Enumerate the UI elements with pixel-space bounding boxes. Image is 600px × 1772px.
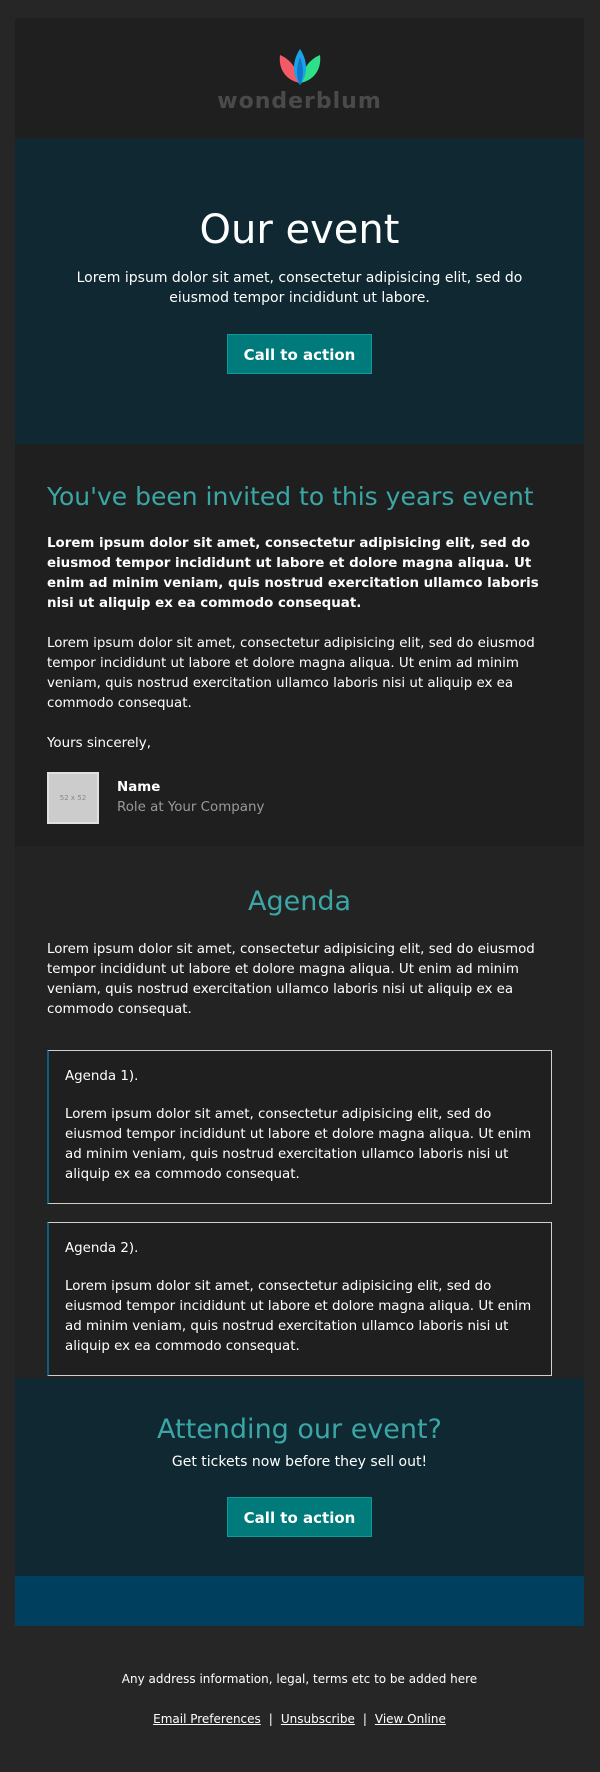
signature <box>47 772 552 824</box>
email-footer <box>15 1626 584 1728</box>
attend-cta-button[interactable]: Call to action <box>227 1497 373 1537</box>
attend-text: Get tickets now before they sell out! <box>171 1454 428 1470</box>
hero-title: Our event <box>199 207 400 253</box>
invite-bold-text: Lorem ipsum dolor sit amet, consectetur adipisicing elit, sed do eiusmod tempor incididunt ut labore et dolore magna aliqua. Ut enim ad minim veniam, quis nostrud exercitation ullamco laboris nisi ut aliquip ex ea commodo consequat. <box>47 536 539 611</box>
color-band <box>15 1576 584 1626</box>
agenda-item-text: Lorem ipsum dolor sit amet, consectetur adipisicing elit, sed do eiusmod tempor incididunt ut labore et dolore magna aliqua. Ut enim ad minim veniam, quis nostrud exercitation ullamco laboris nisi ut aliquip ex ea commodo consequat. <box>65 1107 532 1182</box>
avatar: 52 x 52 <box>47 772 99 824</box>
unsubscribe-link[interactable]: Unsubscribe <box>280 1712 355 1726</box>
signature-text <box>117 778 264 818</box>
email-preferences-link[interactable]: Email Preferences <box>153 1712 261 1726</box>
signature-role: Role at Your Company <box>117 800 265 815</box>
attend-section <box>15 1378 584 1576</box>
agenda-item <box>47 1050 552 1204</box>
agenda-item <box>47 1222 552 1376</box>
lotus-icon <box>274 49 326 87</box>
footer-links <box>15 1710 584 1728</box>
hero-section <box>15 138 584 444</box>
footer-separator: | <box>362 1712 367 1726</box>
hero-text: Lorem ipsum dolor sit amet, consectetur adipisicing elit, sed do eiusmod tempor incididunt ut labore. <box>76 270 523 306</box>
agenda-item-text: Lorem ipsum dolor sit amet, consectetur adipisicing elit, sed do eiusmod tempor incididunt ut labore et dolore magna aliqua. Ut enim ad minim veniam, quis nostrud exercitation ullamco laboris nisi ut aliquip ex ea commodo consequat. <box>65 1279 532 1354</box>
email-header <box>15 18 584 138</box>
agenda-item-title: Agenda 1). <box>65 1069 139 1084</box>
invite-text: Lorem ipsum dolor sit amet, consectetur adipisicing elit, sed do eiusmod tempor incididunt ut labore et dolore magna aliqua. Ut enim ad minim veniam, quis nostrud exercitation ullamco laboris nisi ut aliquip ex ea commodo consequat. <box>47 636 535 711</box>
invite-title: You've been invited to this years event <box>47 482 534 511</box>
signature-name: Name <box>117 780 161 795</box>
footer-separator: | <box>268 1712 273 1726</box>
footer-address: Any address information, legal, terms etc to be added here <box>121 1672 478 1686</box>
invite-section <box>15 444 584 846</box>
invite-closing: Yours sincerely, <box>47 736 151 751</box>
email-container <box>15 18 584 1728</box>
hero-cta-button[interactable]: Call to action <box>227 334 373 374</box>
agenda-title: Agenda <box>247 886 352 917</box>
logo-text: wonderblum <box>217 88 382 114</box>
attend-title: Attending our event? <box>157 1414 442 1445</box>
view-online-link[interactable]: View Online <box>374 1712 446 1726</box>
agenda-intro: Lorem ipsum dolor sit amet, consectetur adipisicing elit, sed do eiusmod tempor incididunt ut labore et dolore magna aliqua. Ut enim ad minim veniam, quis nostrud exercitation ullamco laboris nisi ut aliquip ex ea commodo consequat. <box>47 942 535 1017</box>
agenda-item-title: Agenda 2). <box>65 1241 139 1256</box>
agenda-section <box>15 846 584 1378</box>
